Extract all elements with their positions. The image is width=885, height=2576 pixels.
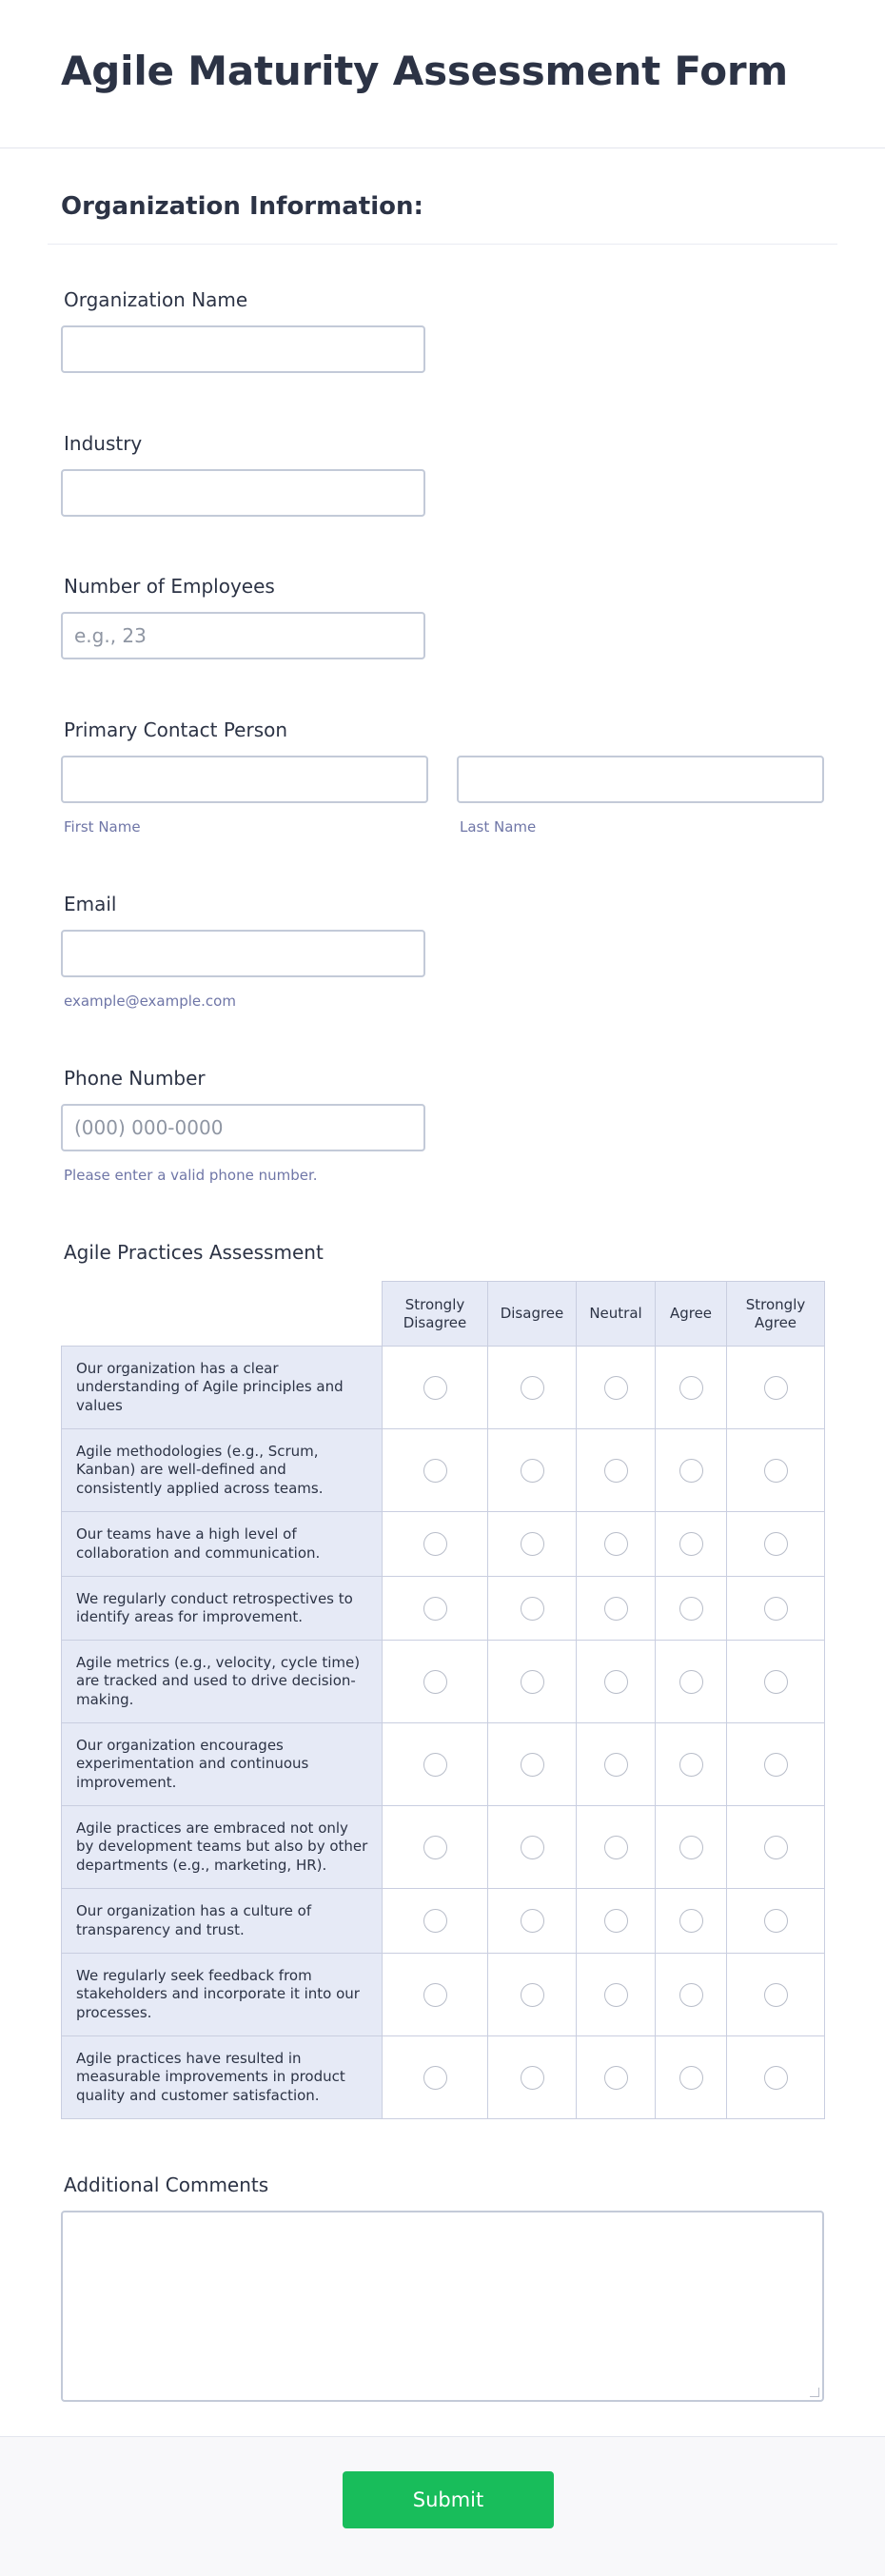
rating-radio[interactable] [679,1753,703,1777]
matrix-row-label: We regularly conduct retrospectives to identify areas for improvement. [62,1577,383,1641]
matrix-cell [656,1806,727,1889]
form-header [0,0,885,148]
rating-radio[interactable] [604,1597,628,1621]
first-name-group [61,756,428,836]
matrix-cell [383,1577,488,1641]
resize-handle-icon[interactable] [810,2388,819,2397]
form-title: Agile Maturity Assessment Form [61,48,788,94]
rating-radio[interactable] [521,1753,544,1777]
rating-radio[interactable] [679,2066,703,2090]
rating-radio[interactable] [423,1670,447,1694]
rating-radio[interactable] [604,1983,628,2007]
phone-number-input[interactable] [61,1104,425,1151]
matrix-cell [488,2036,577,2119]
matrix-cell [656,1641,727,1723]
email-sublabel: example@example.com [64,993,236,1010]
matrix-cell [656,1512,727,1577]
rating-radio[interactable] [679,1532,703,1556]
matrix-row [62,1723,825,1806]
industry-label: Industry [64,432,143,455]
primary-contact-label: Primary Contact Person [64,718,288,741]
rating-radio[interactable] [604,1376,628,1400]
matrix-cell [383,1889,488,1954]
field-phone-number [61,1067,425,1184]
matrix-cell [727,2036,825,2119]
field-number-of-employees [61,575,425,659]
rating-radio[interactable] [604,1459,628,1483]
rating-radio[interactable] [764,1597,788,1621]
matrix-row [62,1641,825,1723]
matrix-cell [577,1723,656,1806]
matrix-cell [383,1723,488,1806]
matrix-cell [656,1954,727,2036]
matrix-cell [727,1429,825,1512]
matrix-cell [577,1347,656,1429]
organization-name-label: Organization Name [64,288,248,311]
field-additional-comments [61,2173,824,2402]
rating-radio[interactable] [521,1670,544,1694]
matrix-cell [383,1954,488,2036]
number-of-employees-input[interactable] [61,612,425,659]
rating-radio[interactable] [423,1753,447,1777]
matrix-cell [727,1641,825,1723]
matrix-cell [383,1512,488,1577]
matrix-row-label: Agile metrics (e.g., velocity, cycle time) are tracked and used to drive decision-making. [62,1641,383,1723]
rating-radio[interactable] [604,2066,628,2090]
matrix-cell [383,1347,488,1429]
rating-radio[interactable] [679,1909,703,1933]
number-of-employees-label: Number of Employees [64,575,275,598]
submit-button[interactable]: Submit [343,2471,554,2528]
rating-radio[interactable] [764,1836,788,1859]
additional-comments-textarea[interactable] [61,2211,824,2402]
matrix-row [62,1954,825,2036]
agile-assessment-label: Agile Practices Assessment [64,1241,324,1264]
rating-radio[interactable] [521,1376,544,1400]
matrix-cell [488,1954,577,2036]
rating-radio[interactable] [423,1376,447,1400]
rating-radio[interactable] [423,1836,447,1859]
rating-radio[interactable] [521,1909,544,1933]
last-name-input[interactable] [457,756,824,803]
matrix-cell [727,1954,825,2036]
first-name-sublabel: First Name [64,818,141,836]
rating-radio[interactable] [679,1597,703,1621]
matrix-row-label: Agile practices are embraced not only by development teams but also by other departments (e.g., marketing, HR). [62,1806,383,1889]
matrix-row [62,1889,825,1954]
matrix-cell [488,1641,577,1723]
rating-radio[interactable] [604,1532,628,1556]
column-header: Disagree [488,1282,577,1347]
industry-input[interactable] [61,469,425,517]
column-header: Strongly Agree [727,1282,825,1347]
phone-number-sublabel: Please enter a valid phone number. [64,1167,318,1184]
matrix-corner [62,1282,383,1347]
matrix-row-label: Our organization encourages experimentation and continuous improvement. [62,1723,383,1806]
matrix-cell [488,1429,577,1512]
matrix-cell [383,2036,488,2119]
matrix-cell [383,1429,488,1512]
rating-radio[interactable] [521,2066,544,2090]
matrix-cell [577,1429,656,1512]
agile-assessment-matrix [61,1281,825,2119]
name-inputs-row [61,756,824,836]
rating-radio[interactable] [423,1459,447,1483]
matrix-row-label: Agile practices have resulted in measurable improvements in product quality and customer satisfaction. [62,2036,383,2119]
rating-radio[interactable] [521,1532,544,1556]
matrix-cell [577,1641,656,1723]
rating-radio[interactable] [604,1670,628,1694]
email-input[interactable] [61,930,425,977]
rating-radio[interactable] [604,1753,628,1777]
rating-radio[interactable] [764,1753,788,1777]
matrix-cell [656,1429,727,1512]
organization-name-input[interactable] [61,325,425,373]
matrix-row-label: Agile methodologies (e.g., Scrum, Kanban) are well-defined and consistently applied across teams. [62,1429,383,1512]
matrix-cell [727,1577,825,1641]
rating-radio[interactable] [764,1532,788,1556]
matrix-row-label: Our teams have a high level of collaboration and communication. [62,1512,383,1577]
rating-radio[interactable] [764,1983,788,2007]
rating-radio[interactable] [423,2066,447,2090]
matrix-row [62,2036,825,2119]
rating-radio[interactable] [679,1376,703,1400]
phone-number-label: Phone Number [64,1067,206,1090]
rating-radio[interactable] [679,1836,703,1859]
matrix-cell [383,1806,488,1889]
section-title: Organization Information: [61,192,423,221]
matrix-cell [488,1723,577,1806]
matrix-cell [727,1806,825,1889]
matrix-cell [577,2036,656,2119]
rating-radio[interactable] [764,1459,788,1483]
rating-radio[interactable] [764,2066,788,2090]
matrix-row [62,1806,825,1889]
rating-radio[interactable] [679,1459,703,1483]
last-name-group [457,756,824,836]
first-name-input[interactable] [61,756,428,803]
field-industry [61,432,425,517]
field-primary-contact [61,718,824,836]
rating-radio[interactable] [764,1670,788,1694]
matrix-cell [656,2036,727,2119]
matrix-cell [727,1723,825,1806]
matrix-cell [577,1889,656,1954]
matrix-cell [727,1512,825,1577]
matrix-cell [727,1347,825,1429]
matrix-cell [577,1577,656,1641]
form-footer [0,2436,885,2576]
matrix-cell [727,1889,825,1954]
column-header: Agree [656,1282,727,1347]
rating-radio[interactable] [521,1459,544,1483]
rating-radio[interactable] [764,1376,788,1400]
matrix-cell [656,1347,727,1429]
rating-radio[interactable] [521,1836,544,1859]
field-agile-assessment [61,1241,324,1264]
additional-comments-label: Additional Comments [64,2173,269,2196]
matrix-cell [577,1954,656,2036]
last-name-sublabel: Last Name [460,818,537,836]
rating-radio[interactable] [679,1670,703,1694]
rating-radio[interactable] [604,1909,628,1933]
matrix-cell [488,1347,577,1429]
field-organization-name [61,288,425,373]
email-label: Email [64,893,117,915]
matrix-cell [577,1512,656,1577]
matrix-row [62,1429,825,1512]
rating-radio[interactable] [423,1983,447,2007]
rating-radio[interactable] [423,1597,447,1621]
rating-radio[interactable] [521,1597,544,1621]
matrix-cell [577,1806,656,1889]
rating-radio[interactable] [423,1909,447,1933]
rating-radio[interactable] [604,1836,628,1859]
matrix-row-label: We regularly seek feedback from stakeholders and incorporate it into our processes. [62,1954,383,2036]
matrix-cell [488,1577,577,1641]
matrix-cell [656,1577,727,1641]
matrix-row [62,1577,825,1641]
section-header [48,148,837,245]
matrix-row-label: Our organization has a culture of transparency and trust. [62,1889,383,1954]
field-email [61,893,425,1010]
matrix-cell [656,1889,727,1954]
matrix-cell [383,1641,488,1723]
matrix-row [62,1347,825,1429]
matrix-cell [656,1723,727,1806]
rating-radio[interactable] [679,1983,703,2007]
column-header: Neutral [577,1282,656,1347]
matrix-cell [488,1512,577,1577]
column-header: Strongly Disagree [383,1282,488,1347]
matrix-row-label: Our organization has a clear understanding of Agile principles and values [62,1347,383,1429]
matrix-header-row [62,1282,825,1347]
rating-radio[interactable] [764,1909,788,1933]
rating-radio[interactable] [521,1983,544,2007]
rating-radio[interactable] [423,1532,447,1556]
matrix-cell [488,1806,577,1889]
matrix-row [62,1512,825,1577]
matrix-cell [488,1889,577,1954]
